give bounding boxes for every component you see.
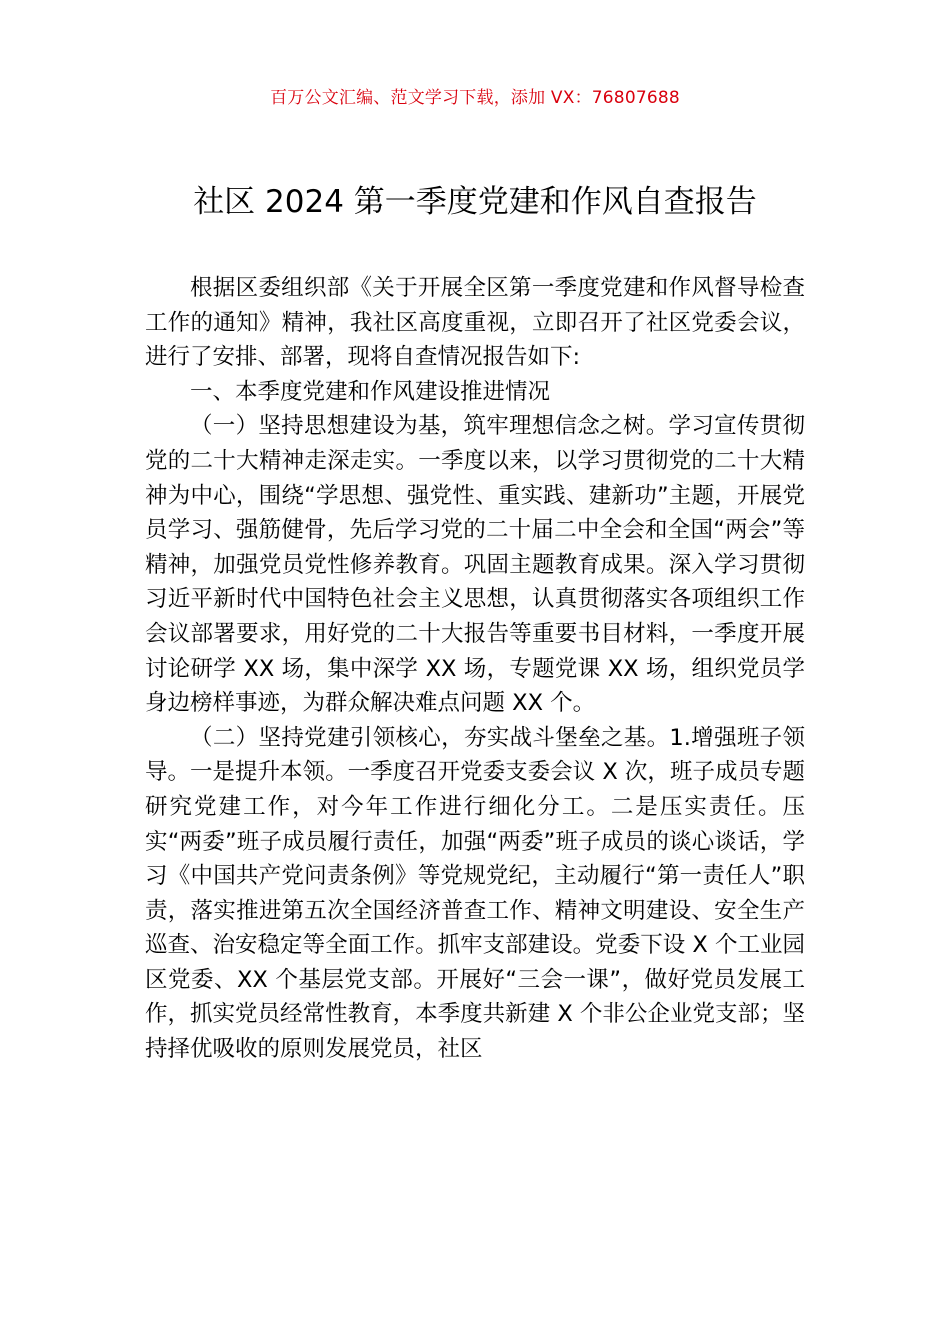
body-paragraph-leadership: （二）坚持党建引领核心，夯实战斗堡垒之基。1.增强班子领导。一是提升本领。一季度召开党委支委会议 X 次，班子成员专题研究党建工作，对今年工作进行细化分工。二是压实责任。压实“两委”班子成员履行责任，加强“两委”班子成员的谈心谈话，学习《中国共产党问责条例》等党规党纪，主动履行“第一责任人”职责，落实推进第五次全国经济普查工作、精神文明建设、安全生产巡查、治安稳定等全面工作。抓牢支部建设。党委下设 X 个工业园区党委、XX 个基层党支部。开展好“三会一课”，做好党员发展工作，抓实党员经常性教育，本季度共新建 X 个非公企业党支部；坚持择优吸收的原则发展党员，社区 — [145, 724, 805, 1063]
section-heading: 一、本季度党建和作风建设推进情况 — [190, 378, 551, 405]
document-body — [145, 271, 805, 1067]
download-banner: 百万公文汇编、范文学习下载，添加 VX：76807688 — [270, 88, 680, 108]
document-title: 社区 2024 第一季度党建和作风自查报告 — [193, 184, 757, 220]
body-paragraph-ideology: （一）坚持思想建设为基，筑牢理想信念之树。学习宣传贯彻党的二十大精神走深走实。一季度以来，以学习贯彻党的二十大精神为中心，围绕“学思想、强党性、重实践、建新功”主题，开展党员学习、强筋健骨，先后学习党的二十届二中全会和全国“两会”等精神，加强党员党性修养教育。巩固主题教育成果。深入学习贯彻习近平新时代中国特色社会主义思想，认真贯彻落实各项组织工作会议部署要求，用好党的二十大报告等重要书目材料，一季度开展讨论研学 XX 场，集中深学 XX 场，专题党课 XX 场，组织党员学身边榜样事迹，为群众解决难点问题 XX 个。 — [145, 413, 805, 717]
intro-paragraph: 根据区委组织部《关于开展全区第一季度党建和作风督导检查工作的通知》精神，我社区高度重视，立即召开了社区党委会议，进行了安排、部署，现将自查情况报告如下: — [145, 275, 805, 371]
